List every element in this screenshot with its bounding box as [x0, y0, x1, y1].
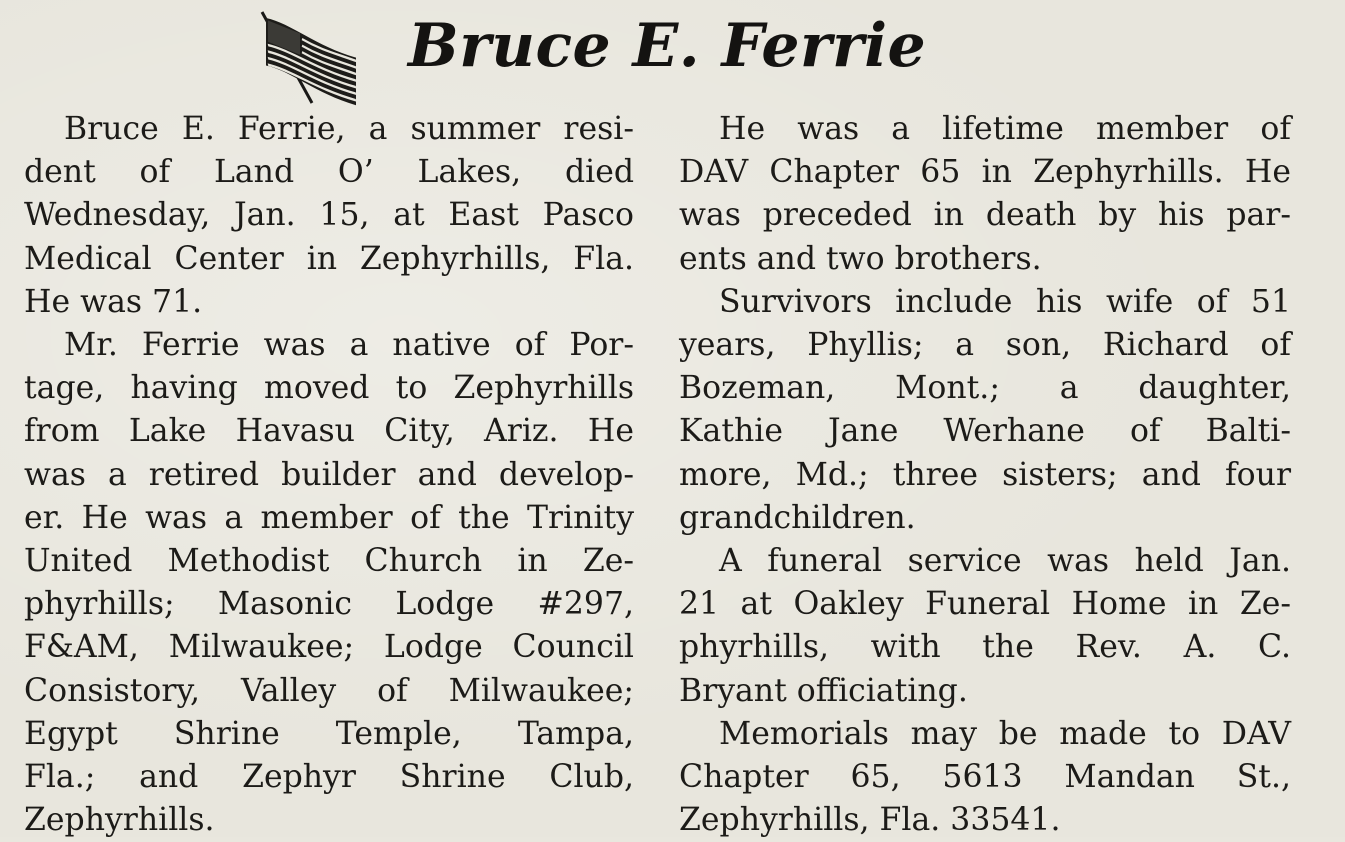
text-line: Bozeman, Mont.; a daughter, [679, 370, 1291, 407]
text-line: He was 71. [24, 283, 203, 320]
text-line: Consistory, Valley of Milwaukee; [24, 672, 634, 709]
text-line: Chapter 65, 5613 Mandan St., [679, 759, 1291, 796]
text-line: Wednesday, Jan. 15, at East Pasco [24, 197, 634, 234]
text-line: was a retired builder and develop- [24, 456, 634, 493]
text-line: Memorials may be made to DAV [719, 715, 1291, 752]
text-line: F&AM, Milwaukee; Lodge Council [24, 629, 634, 666]
text-line: Zephyrhills. [24, 802, 215, 839]
text-line: Egypt Shrine Temple, Tampa, [24, 715, 634, 752]
text-line: Medical Center in Zephyrhills, Fla. [24, 240, 634, 277]
text-line: from Lake Havasu City, Ariz. He [24, 413, 634, 450]
text-line: er. He was a member of the Trinity [24, 499, 634, 536]
text-line: Zephyrhills, Fla. 33541. [679, 802, 1061, 839]
text-line: 21 at Oakley Funeral Home in Ze- [679, 586, 1291, 623]
text-line: Survivors include his wife of 51 [719, 283, 1291, 320]
text-line: A funeral service was held Jan. [719, 543, 1291, 580]
text-line: Bryant officiating. [679, 672, 968, 709]
text-line: Fla.; and Zephyr Shrine Club, [24, 759, 634, 796]
text-line: dent of Land O’ Lakes, died [24, 154, 634, 191]
text-line: ents and two brothers. [679, 240, 1042, 277]
text-line: years, Phyllis; a son, Richard of [679, 327, 1291, 364]
left-column [24, 108, 634, 842]
american-flag-icon [258, 8, 376, 106]
text-line: Bruce E. Ferrie, a summer resi- [64, 111, 634, 147]
text-line: phyrhills, with the Rev. A. C. [679, 629, 1291, 666]
text-line: was preceded in death by his par- [679, 197, 1291, 234]
text-line: He was a lifetime member of [719, 111, 1291, 147]
text-line: Mr. Ferrie was a native of Por- [64, 327, 634, 364]
text-line: grandchildren. [679, 499, 916, 536]
text-line: tage, having moved to Zephyrhills [24, 370, 634, 407]
text-line: more, Md.; three sisters; and four [679, 456, 1291, 493]
text-line: DAV Chapter 65 in Zephyrhills. He [679, 154, 1291, 191]
obituary-headline: Bruce E. Ferrie [408, 11, 927, 81]
text-line: phyrhills; Masonic Lodge #297, [24, 586, 634, 623]
text-line: United Methodist Church in Ze- [24, 543, 634, 580]
right-column [679, 108, 1291, 842]
text-line: Kathie Jane Werhane of Balti- [679, 413, 1291, 450]
